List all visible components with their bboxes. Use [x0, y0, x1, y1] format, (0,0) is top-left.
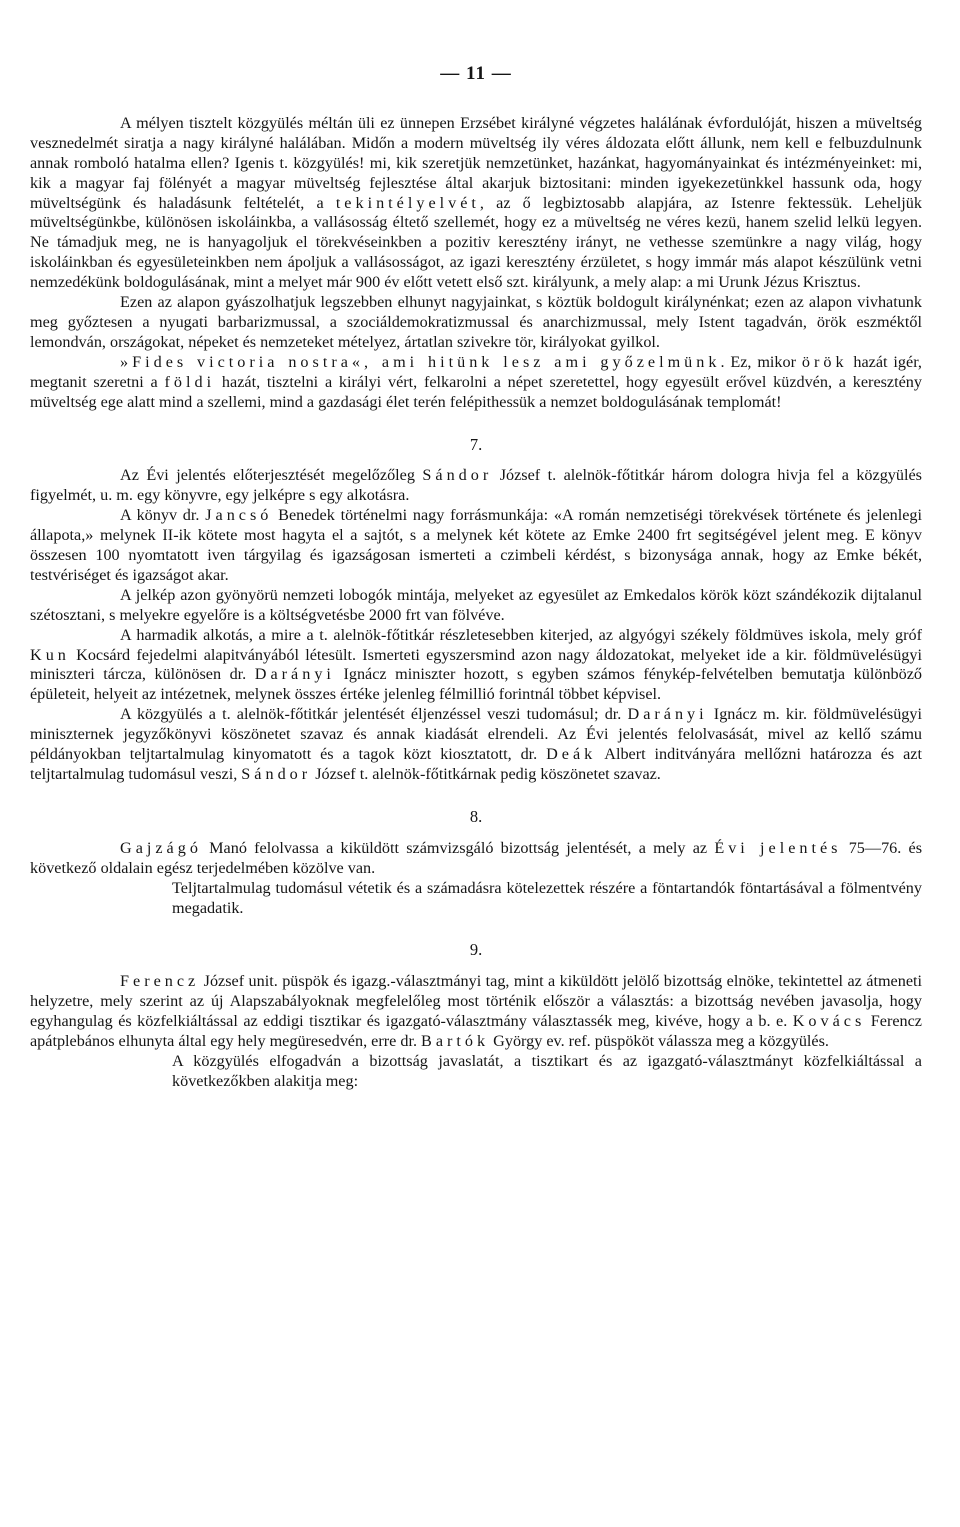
- paragraph: [30, 972, 922, 1052]
- spaced-name: Deák: [546, 745, 597, 764]
- text-run: József t. alelnök-főtitkár három dologra hivja fel a közgyülés figyelmét, u. m. egy könyvre, egy jelképre s egy alkotásra.: [30, 466, 922, 505]
- spaced-name: Kovács: [792, 1012, 866, 1031]
- text-run: 75—76. és következő oldalain egész terjedelmében közölve van.: [30, 838, 923, 877]
- text-run: Benedek történelmi nagy forrásmunkája: «A román nemzetiségi törekvések története és jelenlegi állapota,» melynek II-ik kötete most hagyta el a sajtót, s a melynek két kötete az Emke 2400 frt segitségével jelent meg. E könyv összesen 100 nyomtatott iven tárgyilag és igazságosan ismerteti a czimbeli kérdést, s bizonysága annak, hogy az Emke békét, testvériséget és igazságot akar.: [30, 506, 923, 584]
- text-run: Ferencz apátplebános elhunyta által egy hely megüresedvén, erre dr.: [30, 1012, 922, 1051]
- text-run: A könyv dr.: [120, 506, 206, 525]
- paragraph: [30, 506, 922, 586]
- spaced-name: örök: [801, 352, 848, 371]
- spaced-name: tekintélyelvét: [335, 193, 480, 212]
- paragraph: [30, 466, 922, 506]
- text-run: József t. alelnök-főtitkárnak pedig köszönetet szavaz.: [311, 765, 661, 783]
- text-run: József unit. püspök és igazg.-választmányi tag, mint a kiküldött jelölő bizottság elnöke, tekintettel az átmeneti helyzetre, mely szerint az új Alapszabályoknak megfelelőleg most történik először a választás: a bizottság nevében javasolja, hogy egyhangulag és közfelkiáltással az eddigi tisztikar és igazgató-választmány választassék meg, kivéve, hogy a b. e.: [30, 972, 922, 1031]
- text-run: A közgyülés a t. alelnök-főtitkár jelentését éljenzéssel veszi tudomásul; dr.: [120, 705, 628, 724]
- text-run: Albert inditványára mellőzni határozza és azt teljtartalmulag tudomásul veszi,: [30, 745, 922, 783]
- page-number: — 11 —: [440, 63, 512, 84]
- text-run: Az Évi jelentés előterjesztését megelőzőleg: [120, 466, 423, 485]
- text-run: Ignácz m. kir. földmüvelésügyi miniszternek jegyzőkönyvi köszönetet szavaz és annak kiadását elrendeli. Az Évi jelentés felolvasását, mivel az kellő számu példányokban teljtartalmulag kinyomatott és a tagok közt kiosztatott, dr.: [30, 705, 922, 764]
- text-run: György ev. ref. püspököt válassza meg a közgyülés.: [489, 1032, 829, 1051]
- text-run: Manó felolvassa a kiküldött számvizsgáló bizottság jelentését, a mely az: [201, 838, 715, 857]
- paragraph: [30, 839, 922, 879]
- resolution-paragraph: A közgyülés elfogadván a bizottság javaslatát, a tisztikart és az igazgató-választmányt közfelkiáltással a következőkben alakitja meg:: [172, 1051, 922, 1090]
- spaced-name: Bartók: [421, 1032, 490, 1051]
- text-run: , az ő legbiztosabb alapjára, az Istenre fektessük. Leheljük müveltségünkbe, különösen iskoláinkba, a vallásosság éltető szellemét, hogy ez a müveltség ne véres kezü, hanem szelid lelkü legyen. Ne támadjuk meg, ne is hanyagoljuk el törekvéseinkben a pozitiv keresztény irányt, ne vethesse szemünkre a nagy világ, hogy iskoláinkban és egyesületeinkben nem ápoljuk a vallásosságot, az igazi keresztény érzületet, s hogy immár más alapot készülünk vetni nemzedékünk boldogulásának, mint a melyet már 900 év előtt vetett első szt. királyunk, a mely alap: a mi Urunk Jézus Krisztus.: [30, 193, 922, 292]
- paragraph: [30, 586, 922, 626]
- paragraph: [30, 353, 922, 413]
- spaced-name: Jancsó: [205, 506, 273, 525]
- section-number: 8.: [469, 806, 483, 826]
- spaced-name: Évi jelentés: [714, 838, 842, 857]
- paragraph: [30, 705, 922, 785]
- intro-text: [30, 114, 922, 413]
- section-7: [30, 435, 922, 785]
- spaced-name: Gajzágó: [120, 838, 202, 857]
- spaced-name: Kun: [30, 645, 70, 664]
- text-run: A harmadik alkotás, a mire a t. alelnök-főtitkár részletesebben kiterjed, az algyógyi székely földmüves iskola, mely gróf: [120, 625, 922, 644]
- text-run: Kocsárd fejedelmi alapitványából létesült. Ismerteti egyszersmind azon nagy áldozatokat, melyeket ide a kir. földmüvelésügyi miniszteri tárcza, különösen dr.: [30, 645, 922, 684]
- section-number: 7.: [469, 434, 483, 454]
- text-run: Ignácz miniszter hozott, s egyben számos fénykép-felvételben bemutatja különböző épületeit, helyeit az intézetnek, melynek összes értéke jelenleg félmillió forintnál többet képvisel.: [30, 665, 922, 704]
- text-run: Ezen az alapon gyászolhatjuk legszebben elhunyt nagyjainkat, s köztük boldogult királynénkat; ezen az alapon vivhatunk meg győztesen a nyugati barbarizmussal, a szociáldemokratizmussal és anarchizmussal, mely Istent tagadván, örök eszméktől lemondván, országokat, népeket és nemzeteket mételyez, ártatlan szivekre tör, királyokat gyilkol.: [30, 293, 922, 351]
- paragraph: [30, 293, 922, 353]
- section-9: [30, 940, 922, 1091]
- spaced-name: földi: [164, 372, 216, 391]
- text-run: . Ez, mikor: [720, 352, 802, 371]
- paragraph: [30, 626, 922, 706]
- text-run: hazát igér, megtanit szeretni a: [30, 352, 922, 391]
- resolution-paragraph: Teljtartalmulag tudomásul vétetik és a számadásra kötelezettek részére a föntartandók föntartásával a fölmentvény megadatik.: [172, 878, 922, 917]
- section-8: [30, 807, 922, 919]
- text-run: hazát, tisztelni a királyi vért, felkarolni a népet szeretettel, hogy egyesült erővel küzdvén, a keresztény müveltség ege alatt mind a szellemi, mind a gazdasági élet terén felépithessük a nemzet boldogulásának templomát!: [30, 372, 922, 411]
- paragraph: [30, 114, 922, 293]
- text-run: A mélyen tisztelt közgyülés méltán üli ez ünnepen Erzsébet királyné végzetes halálának évfordulóját, hiszen a müveltség vesznedelmét siratja a nagy királyné halálában. Midőn a modern müveltség ily véres áldozata előtt állunk, nem kell e felbuzdulnunk annak romboló hatalma ellen? Igenis t. közgyülés! mi, kik szeretjük nemzetünket, hazánkat, hagyományainkat és intézményeinket: mi, kik a magyar faj fölényét a magyar müveltség fejlesztése által akarjuk biztositani: minden igyekezetünkkel hassunk oda, hogy müveltségünk és haladásunk feltételét, a: [30, 113, 922, 212]
- section-number: 9.: [469, 940, 483, 960]
- spaced-name: Sándor: [422, 466, 493, 485]
- spaced-name: Sándor: [241, 765, 312, 783]
- spaced-name: »Fides victoria nostra«, ami hitünk lesz ami győzelmünk: [120, 352, 721, 371]
- spaced-name: Darányi: [627, 705, 708, 724]
- text-run: A jelkép azon gyönyörü nemzeti lobogók mintája, melyeket az egyesület az Emkedalos körök közt szándékozik dijtalanul szétosztani, s melyekre egyelőre is a költségvetésbe 2000 frt van fölvéve.: [30, 585, 922, 624]
- spaced-name: Darányi: [254, 665, 335, 684]
- spaced-name: Ferencz: [120, 972, 200, 991]
